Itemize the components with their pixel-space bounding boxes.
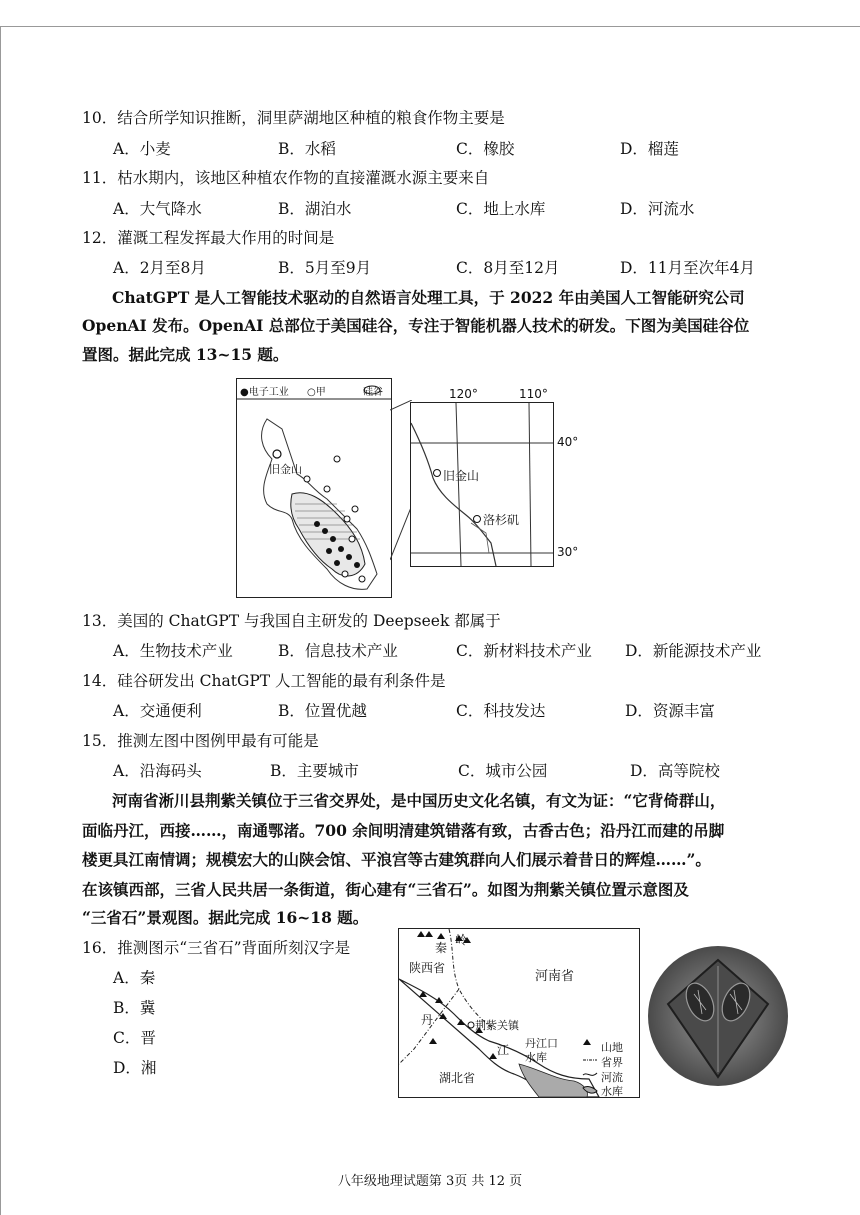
page-footer: 八年级地理试题第 3页 共 12 页 [337,1174,523,1189]
q11-option-d: D．河流水 [620,200,695,218]
q15-option-d: D．高等院校 [630,762,720,780]
jingziguan-town-label: 荆紫关镇 [475,1019,519,1032]
q15-option-b: B．主要城市 [270,762,359,780]
silicon-valley-map [236,378,392,598]
q16-option-b: B．冀 [113,999,156,1017]
q13-option-a: A．生物技术产业 [113,642,233,660]
question-15-stem: 15．推测左图中图例甲最有可能是 [82,732,319,750]
intro-paragraph-line: 楼更具江南情调；规模宏大的山陕会馆、平浪宫等古建筑群向人们展示着昔日的辉煌……”。 [82,850,711,869]
q10-option-c: C．橡胶 [456,140,515,158]
question-11-stem: 11．枯水期内，该地区种植农作物的直接灌溉水源主要来自 [82,169,490,187]
qin-label: 秦 [435,941,448,955]
q11-option-b: B．湖泊水 [278,200,352,218]
q12-option-a: A．2月至8月 [113,259,206,277]
intro-paragraph-line: 在该镇西部，三省人民共居一条街道，街心建有“三省石”。如图为荆紫关镇位置示意图及 [82,880,689,899]
intro-paragraph-line: 面临丹江，西接……，南通鄂渚。700 余间明清建筑错落有致，古香古色；沿丹江而建的吊脚 [82,821,725,840]
san-francisco-label: 旧金山 [269,463,302,476]
q12-option-b: B．5月至9月 [278,259,372,277]
q15-option-c: C．城市公园 [458,762,548,780]
connector-lines [390,400,412,570]
hubei-label: 湖北省 [439,1071,476,1085]
q12-option-c: C．8月至12月 [456,259,560,277]
q13-option-d: D．新能源技术产业 [625,642,762,660]
jingziguan-map [398,928,640,1098]
intro-paragraph-line: OpenAI 发布。OpenAI 总部位于美国硅谷，专注于智能机器人技术的研发。下图为美国硅谷位 [82,316,750,335]
jiang-label: 江 [497,1043,510,1057]
q16-option-d: D．湘 [113,1059,157,1077]
q14-option-a: A．交通便利 [113,702,202,720]
shaanxi-label: 陕西省 [409,961,446,975]
q14-option-b: B．位置优越 [278,702,367,720]
danjiangkou-reservoir-label: 水库 [525,1051,547,1064]
danjiangkou-reservoir-label: 丹江口 [525,1037,558,1050]
q16-option-a: A．秦 [113,969,156,987]
intro-paragraph-line: “三省石”景观图。据此完成 16~18 题。 [82,908,369,927]
question-14-stem: 14．硅谷研发出 ChatGPT 人工智能的最有利条件是 [82,672,446,690]
q10-option-d: D．榴莲 [620,140,679,158]
q11-option-c: C．地上水库 [456,200,546,218]
henan-label: 河南省 [535,969,575,984]
q14-option-c: C．科技发达 [456,702,546,720]
q11-option-a: A．大气降水 [113,200,202,218]
legend-jia: ○甲 [307,387,326,398]
ling-label: 岭 [455,933,468,947]
q10-option-b: B．水稻 [278,140,336,158]
legend-electronics: ●电子工业 [240,387,289,398]
legend-river: 河流 [601,1071,623,1084]
intro-paragraph-line: ChatGPT 是人工智能技术驱动的自然语言处理工具，于 2022 年由美国人工智能研究公司 [112,288,745,307]
question-10-stem: 10．结合所学知识推断，洞里萨湖地区种植的粮食作物主要是 [82,109,505,127]
longitude-110: 110° [519,387,548,401]
q10-option-a: A．小麦 [113,140,171,158]
us-west-coast-map [410,387,579,567]
latitude-40: 40° [557,435,579,449]
west-coast-map-graphic [411,403,553,566]
legend-reservoir: 水库 [601,1085,623,1098]
q12-option-d: D．11月至次年4月 [620,259,756,277]
dan-label: 丹 [421,1013,434,1027]
q16-option-c: C．晋 [113,1029,156,1047]
question-13-stem: 13．美国的 ChatGPT 与我国自主研发的 Deepseek 都属于 [82,612,501,630]
san-francisco-label-2: 旧金山 [443,469,480,483]
legend-mountain: 山地 [601,1041,623,1054]
q13-option-c: C．新材料技术产业 [456,642,592,660]
intro-paragraph-line: 河南省淅川县荆紫关镇位于三省交界处，是中国历史文化名镇，有文为证：“它背倚群山， [112,791,726,810]
latitude-30: 30° [557,545,579,559]
q14-option-d: D．资源丰富 [625,702,715,720]
longitude-120: 120° [449,387,478,401]
intro-paragraph-line: 置图。据此完成 13~15 题。 [82,345,289,364]
q15-option-a: A．沿海码头 [113,762,202,780]
three-provinces-stone-photo [648,942,788,1090]
legend-border: 省界 [601,1056,623,1069]
los-angeles-label: 洛杉矶 [483,513,520,527]
q13-option-b: B．信息技术产业 [278,642,398,660]
question-16-stem: 16．推测图示“三省石”背面所刻汉字是 [82,939,351,957]
legend-silicon-valley: 硅谷 [363,387,383,398]
silicon-valley-map-graphic [237,379,391,597]
question-12-stem: 12．灌溉工程发挥最大作用的时间是 [82,229,335,247]
